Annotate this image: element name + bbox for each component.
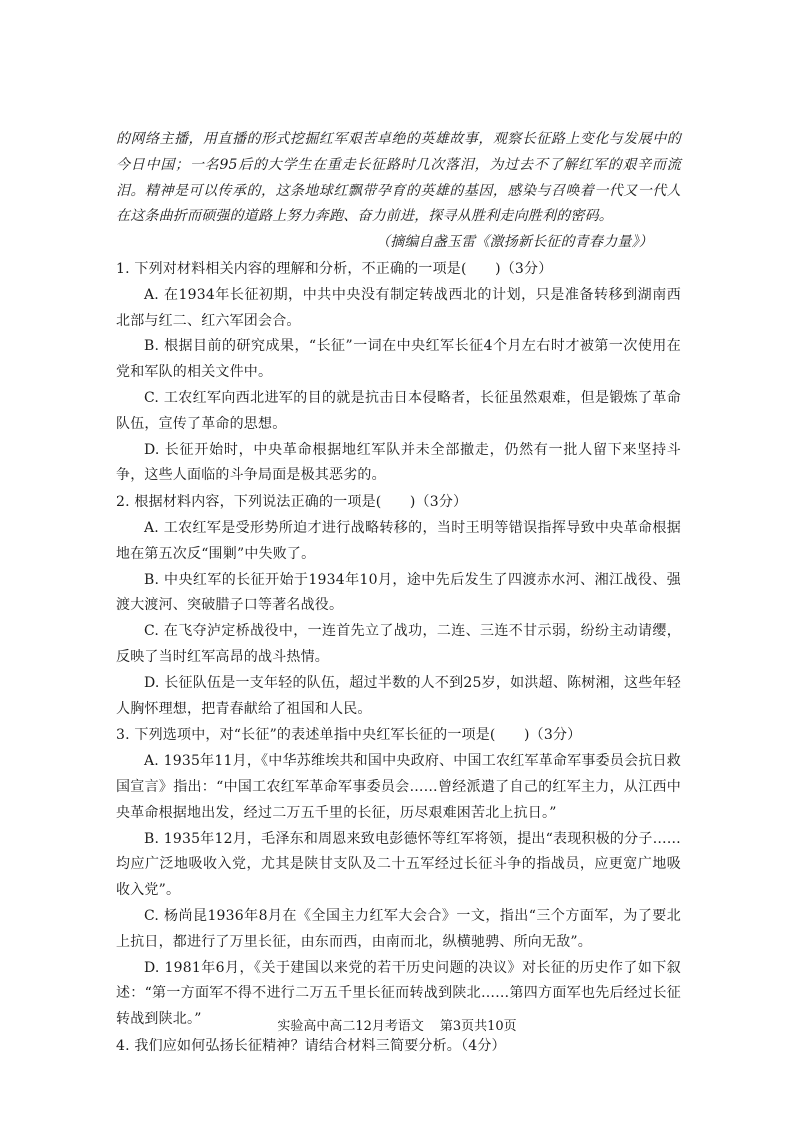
question-stem: 4. 我们应如何弘扬长征精神？请结合材料三简要分析。（4分） bbox=[116, 1037, 506, 1054]
option-c: C. 工农红军向西北进军的目的就是抗击日本侵略者，长征虽然艰难，但是锻炼了革命队伍，宣传了革命的思想。 bbox=[116, 389, 681, 432]
option-b: B. 1935年12月，毛泽东和周恩来致电彭德怀等红军将领，提出“表现积极的分子……均应广泛地吸收入党，尤其是陕甘支队及二十五军经过长征斗争的指战员，应更宽广地吸收入党”。 bbox=[116, 830, 681, 899]
option-b: B. 中央红军的长征开始于1934年10月，途中先后发生了四渡赤水河、湘江战役、强渡大渡河、突破腊子口等著名战役。 bbox=[116, 571, 681, 614]
option-d: D. 1981年6月，《关于建国以来党的若干历史问题的决议》对长征的历史作了如下叙述：“第一方面军不得不进行二万五千里长征而转战到陕北……第四方面军也先后经过长征转战到陕北。” bbox=[116, 959, 681, 1028]
page-footer bbox=[0, 1015, 794, 1034]
option-c: C. 杨尚昆1936年8月在《全国主力红军大会合》一文，指出“三个方面军，为了要北上抗日，都进行了万里长征，由东而西，由南而北，纵横驰骋、所向无敌”。 bbox=[116, 907, 681, 950]
option-a: A. 1935年11月，《中华苏维埃共和国中央政府、中国工农红军革命军事委员会抗日救国宣言》指出：“中国工农红军革命军事委员会……曾经派遣了自己的红军主力，从江西中央革命根据地出发，经过二万五千里的长征，历尽艰难困苦北上抗日。” bbox=[116, 753, 681, 821]
question-1 bbox=[116, 257, 681, 489]
passage-source: （摘编自盏玉雷《激扬新长征的青春力量》） bbox=[376, 234, 653, 251]
footer-exam-title: 实验高中高二12月考语文 bbox=[277, 1019, 424, 1034]
option-b: B. 根据目前的研究成果，“长征”一词在中央红军长征4个月左右时才被第一次使用在党和军队的相关文件中。 bbox=[116, 338, 681, 381]
passage-continuation: 的网络主播，用直播的形式挖掘红军艰苦卓绝的英雄故事，观察长征路上变化与发展中的今日中国；一名95后的大学生在重走长征路时几次落泪，为过去不了解红军的艰辛而流泪。精神是可以传承的，这条地球红飘带孕育的英雄的基因，感染与召唤着一代又一代人在这条曲折而硕强的道路上努力奔跑、奋力前进，探寻从胜利走向胜利的密码。 bbox=[116, 131, 681, 225]
option-a: A. 工农红军是受形势所迫才进行战略转移的，当时王明等错误指挥导致中央革命根据地在第五次反“围剿”中失败了。 bbox=[116, 519, 681, 562]
question-2 bbox=[116, 490, 681, 722]
option-a: A. 在1934年长征初期，中共中央没有制定转战西北的计划，只是准备转移到湖南西北部与红二、红六军团会合。 bbox=[116, 286, 681, 329]
question-4 bbox=[116, 1034, 681, 1060]
question-stem: 1. 下列对材料相关内容的理解和分析，不正确的一项是( )（3分） bbox=[116, 260, 553, 277]
question-3 bbox=[116, 723, 681, 1033]
footer-page-number: 第3页共10页 bbox=[439, 1019, 517, 1034]
question-stem: 2. 根据材料内容，下列说法正确的一项是( )（3分） bbox=[116, 494, 468, 511]
option-d: D. 长征队伍是一支年轻的队伍，超过半数的人不到25岁，如洪超、陈树湘，这些年轻人胸怀理想，把青春献给了祖国和人民。 bbox=[116, 674, 681, 717]
question-stem: 3. 下列选项中，对“长征”的表述单指中央红军长征的一项是( )（3分） bbox=[116, 727, 582, 744]
page-content bbox=[116, 127, 681, 1060]
option-c: C. 在飞夺泸定桥战役中，一连首先立了战功，二连、三连不甘示弱，纷纷主动请缨，反映了当时红军高昂的战斗热情。 bbox=[116, 623, 681, 665]
option-d: D. 长征开始时，中央革命根据地红军队并未全部撤走，仍然有一批人留下来坚持斗争，这些人面临的斗争局面是极其恶劣的。 bbox=[116, 441, 681, 484]
